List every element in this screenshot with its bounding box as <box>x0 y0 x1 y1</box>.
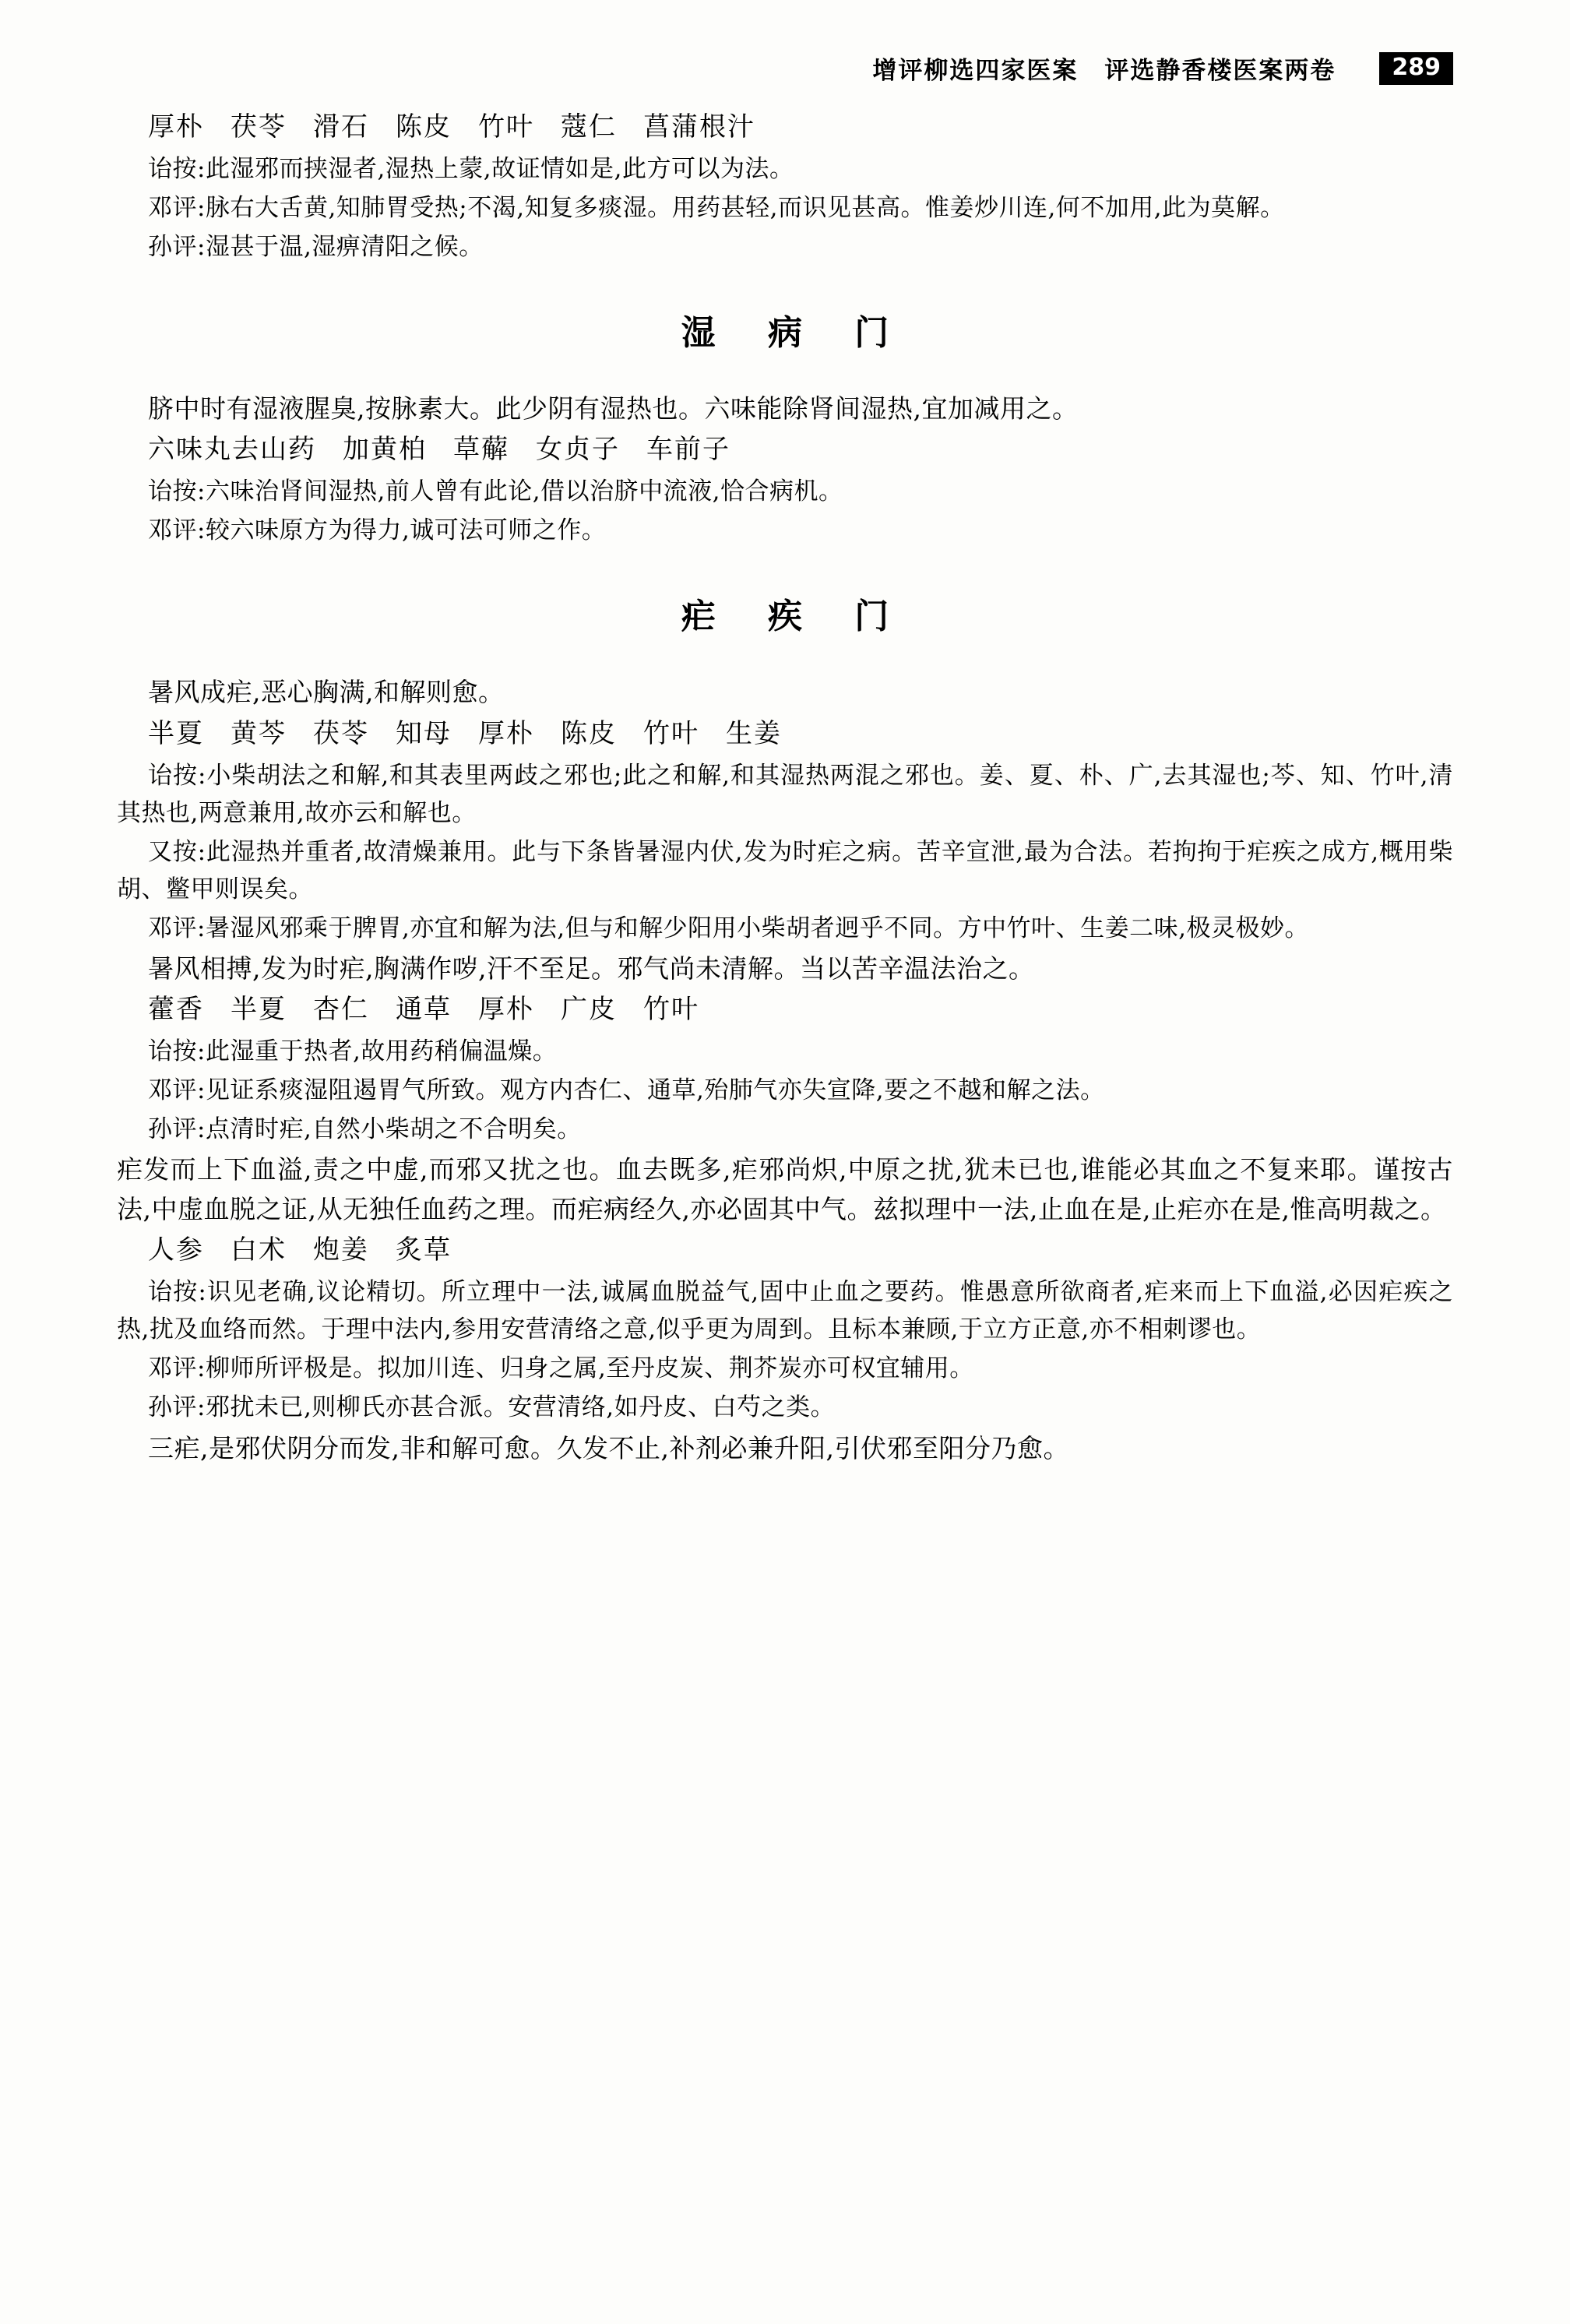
commentary-note: 邓评:柳师所评极是。拟加川连、归身之属,至丹皮炭、荆芥炭亦可权宜辅用。 <box>148 1354 974 1383</box>
herb-item: 陈皮 <box>396 111 452 143</box>
commentary-note: 邓评:暑湿风邪乘于脾胃,亦宜和解为法,但与和解少阳用小柴胡者迥乎不同。方中竹叶、生姜二味,极灵极妙。 <box>148 914 1310 942</box>
case-paragraph: 疟发而上下血溢,责之中虚,而邪又扰之也。血去既多,疟邪尚炽,中原之扰,犹未已也,谁能必其血之不复来耶。谨按古法,中虚血脱之证,从无独任血药之理。而疟病经久,亦必固其中气。兹拟理中一法,止血在是,止疟亦在是,惟高明裁之。 <box>117 1154 1453 1225</box>
herb-item: 半夏 <box>231 993 287 1025</box>
case-paragraph: 暑风相搏,发为时疟,胸满作哕,汗不至足。邪气尚未清解。当以苦辛温法治之。 <box>148 952 1035 984</box>
herb-item: 广皮 <box>561 993 617 1025</box>
herb-item: 茯苓 <box>313 717 369 749</box>
herb-item: 陈皮 <box>561 717 617 749</box>
commentary-note: 孙评:邪扰未已,则柳氏亦甚合派。安营清络,如丹皮、白芍之类。 <box>148 1393 836 1422</box>
herb-item: 厚朴 <box>478 993 534 1025</box>
herb-item: 菖蒲根汁 <box>643 111 755 143</box>
commentary-note: 邓评:较六味原方为得力,诚可法可师之作。 <box>148 516 607 545</box>
commentary-note: 诒按:六味治肾间湿热,前人曾有此论,借以治脐中流液,恰合病机。 <box>148 477 843 506</box>
herb-list <box>117 990 1453 1030</box>
herb-item: 黄芩 <box>231 717 287 749</box>
page-header <box>117 0 1453 93</box>
book-title: 增评柳选四家医案 <box>872 57 1079 85</box>
herb-item: 车前子 <box>646 434 730 466</box>
commentary-note: 孙评:点清时疟,自然小柴胡之不合明矣。 <box>148 1114 582 1143</box>
commentary-note: 邓评:见证系痰湿阻遏胃气所致。观方内杏仁、通草,殆肺气亦失宣降,要之不越和解之法。 <box>148 1076 1105 1104</box>
herb-item: 白术 <box>231 1234 287 1266</box>
herb-item: 知母 <box>396 717 452 749</box>
herb-item: 竹叶 <box>643 717 699 749</box>
herb-item: 女贞子 <box>536 434 620 466</box>
herb-item: 滑石 <box>313 111 369 143</box>
herb-item: 厚朴 <box>478 717 534 749</box>
case-paragraph: 暑风成疟,恶心胸满,和解则愈。 <box>148 677 505 708</box>
herb-item: 六味丸去山药 <box>148 434 316 466</box>
page-content <box>117 93 1453 1468</box>
herb-item: 通草 <box>396 993 452 1025</box>
commentary-note: 诒按:小柴胡法之和解,和其表里两歧之邪也;此之和解,和其湿热两混之邪也。姜、夏、朴、广,去其湿也;芩、知、竹叶,清其热也,两意兼用,故亦云和解也。 <box>117 761 1453 827</box>
herb-item: 半夏 <box>148 717 204 749</box>
page-number-badge: 289 <box>1379 52 1453 85</box>
herb-item: 生姜 <box>726 717 782 749</box>
herb-item: 茯苓 <box>231 111 287 143</box>
herb-list <box>117 107 1453 147</box>
herb-list <box>117 1231 1453 1270</box>
commentary-note: 邓评:脉右大舌黄,知肺胃受热;不渴,知复多痰湿。用药甚轻,而识见甚高。惟姜炒川连,何不加用,此为莫解。 <box>148 194 1285 223</box>
volume-title: 评选静香楼医案两卷 <box>1104 57 1336 85</box>
herb-item: 杏仁 <box>313 993 369 1025</box>
header-inner <box>872 51 1453 86</box>
case-paragraph: 脐中时有湿液腥臭,按脉素大。此少阴有湿热也。六味能除肾间湿热,宜加减用之。 <box>148 393 1079 424</box>
herb-item: 炙草 <box>396 1234 452 1266</box>
herb-list <box>117 430 1453 470</box>
herb-item: 竹叶 <box>478 111 534 143</box>
herb-item: 炮姜 <box>313 1234 369 1266</box>
commentary-note: 孙评:湿甚于温,湿痹清阳之候。 <box>148 233 484 262</box>
case-paragraph: 三疟,是邪伏阴分而发,非和解可愈。久发不止,补剂必兼升阳,引伏邪至阳分乃愈。 <box>148 1432 1069 1463</box>
section-heading-damp-disease: 湿 病 门 <box>681 313 910 354</box>
herb-item: 蔻仁 <box>561 111 617 143</box>
herb-list <box>117 714 1453 754</box>
herb-item: 藿香 <box>148 993 204 1025</box>
herb-item: 草薢 <box>453 434 509 466</box>
herb-item: 竹叶 <box>643 993 699 1025</box>
herb-item: 厚朴 <box>148 111 204 143</box>
commentary-note: 诒按:此湿邪而挟湿者,湿热上蒙,故证情如是,此方可以为法。 <box>148 155 794 183</box>
commentary-note: 又按:此湿热并重者,故清燥兼用。此与下条皆暑湿内伏,发为时疟之病。苦辛宣泄,最为合法。若拘拘于疟疾之成方,概用柴胡、鳖甲则误矣。 <box>117 837 1453 903</box>
herb-item: 加黄柏 <box>343 434 427 466</box>
section-heading-malaria: 疟 疾 门 <box>681 597 910 637</box>
commentary-note: 诒按:此湿重于热者,故用药稍偏温燥。 <box>148 1037 558 1065</box>
herb-item: 人参 <box>148 1234 204 1266</box>
commentary-note: 诒按:识见老确,议论精切。所立理中一法,诚属血脱益气,固中止血之要药。惟愚意所欲商者,疟来而上下血溢,必因疟疾之热,扰及血络而然。于理中法内,参用安营清络之意,似乎更为周到。且标本兼顾,于立方正意,亦不相刺谬也。 <box>117 1278 1453 1344</box>
